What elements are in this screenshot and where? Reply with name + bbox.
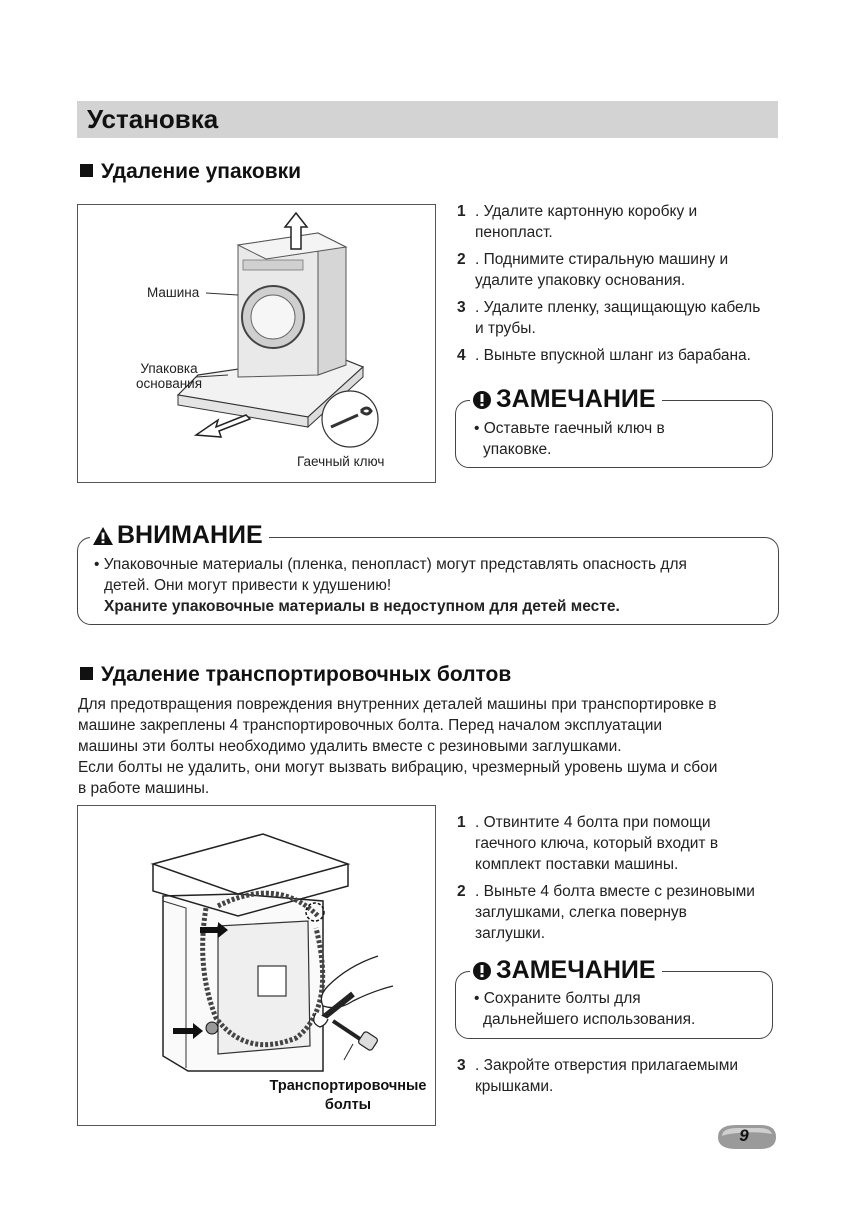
caution-body: • Упаковочные материалы (пленка, пенопласт) могут представлять опасность для детей. Они могут привести к удушению! Храните упаковочные материалы в недоступном для детей месте. [94, 556, 687, 615]
washer-unpacking-illustration [78, 205, 435, 482]
section-heading-transport-bolts: Удаление транспортировочных болтов [80, 663, 511, 687]
note-title-2: ЗАМЕЧАНИЕ [470, 956, 662, 985]
caution-title: ВНИМАНИЕ [90, 521, 269, 550]
note-body-1: • Оставьте гаечный ключ в упаковке. [474, 420, 665, 458]
section-heading-unpacking: Удаление упаковки [80, 160, 301, 184]
step-item: 4 . Выньте впускной шланг из барабана. [457, 347, 751, 364]
info-exclamation-icon [472, 390, 492, 410]
step-item: 2 . Выньте 4 болта вместе с резиновыми заглушками, слегка повернув заглушки. [457, 883, 755, 942]
step-item: 1 . Отвинтите 4 болта при помощи гаечного ключа, который входит в комплект поставки машины. [457, 814, 719, 873]
transport-bolts-figure [77, 805, 436, 1126]
page-title: Установка [87, 104, 219, 134]
step-item: 3 . Удалите пленку, защищающую кабель и трубы. [457, 299, 761, 337]
label-transport-bolts: Транспортировочные болты [269, 1078, 427, 1113]
square-bullet-icon [80, 667, 93, 680]
unpacking-figure [77, 204, 436, 483]
note-title-1: ЗАМЕЧАНИЕ [470, 385, 662, 414]
unpacking-steps [457, 201, 787, 372]
info-exclamation-icon [472, 961, 492, 981]
page-number: 9 [739, 1126, 749, 1145]
square-bullet-icon [80, 164, 93, 177]
label-base-packaging: Упаковка основания [135, 361, 203, 391]
transport-bolts-intro: Для предотвращения повреждения внутренних деталей машины при транспортировке в машине закреплены 4 транспортировочных болта. Перед началом эксплуатации машины эти болты необходимо удалить вместе с резиновыми заглушками. Если болты не удалить, они могут вызвать вибрацию, чрезмерный уровень шума и сбои в работе машины. [78, 696, 718, 797]
step-item: 3 . Закройте отверстия прилагаемыми крышками. [457, 1057, 739, 1095]
label-wrench: Гаечный ключ [297, 454, 385, 469]
note-body-2: • Сохраните болты для дальнейшего использования. [474, 990, 696, 1028]
page-title-bar [77, 101, 778, 138]
transport-bolt-step-3 [457, 1055, 787, 1103]
label-machine: Машина [147, 285, 200, 300]
page-number-badge [716, 1122, 778, 1152]
step-item: 2 . Поднимите стиральную машину и удалите упаковку основания. [457, 251, 729, 289]
warning-triangle-icon [92, 526, 114, 546]
step-item: 1 . Удалите картонную коробку и пенопласт. [457, 203, 698, 241]
transport-bolt-steps [457, 812, 787, 950]
